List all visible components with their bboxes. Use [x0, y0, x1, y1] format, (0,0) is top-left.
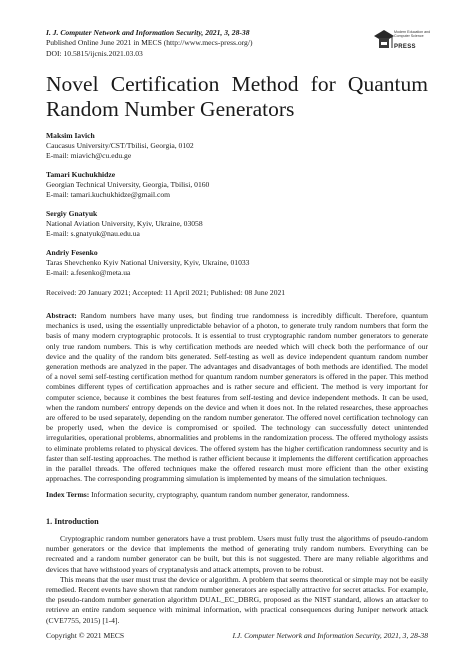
- index-terms-label: Index Terms:: [46, 490, 90, 499]
- author-name: Sergiy Gnatyuk: [46, 209, 98, 218]
- doi: DOI: 10.5815/ijcnis.2021.03.03: [46, 48, 143, 58]
- index-terms: [46, 490, 428, 500]
- journal-title: I. J. Computer Network and Information Security, 2021, 3, 28-38: [46, 28, 250, 37]
- section-heading: 1. Introduction: [46, 517, 99, 526]
- author-affiliation: National Aviation University, Kyiv, Ukraine, 03058: [46, 219, 203, 229]
- author-name: Maksim Iavich: [46, 131, 95, 140]
- paper-title: [46, 72, 428, 121]
- page-footer: [46, 631, 428, 640]
- author-affiliation: Caucasus University/CST/Tbilisi, Georgia, 0102: [46, 141, 194, 151]
- publisher-logo: [372, 24, 432, 64]
- title-word: Novel: [46, 72, 99, 96]
- author-affiliation: Georgian Technical University, Georgia, Tbilisi, 0160: [46, 180, 210, 190]
- author-affiliation: Taras Shevchenko Kyiv National University, Kyiv, Ukraine, 01033: [46, 258, 250, 268]
- author-block: [46, 248, 428, 279]
- introduction-body: [46, 534, 428, 626]
- paragraph: Cryptographic random number generators have a trust problem. Users must fully trust the algorithms of pseudo-random number generators or the device that implements the method of generating truly random numbers. Everything can be recreated and a random number generator can be built, but this is not suggested. There are many reliable algorithms and devices that have withstood years of cryptanalysis and attack attempts, proven to be robust.: [46, 534, 428, 574]
- logo-name: PRESS: [394, 44, 416, 50]
- author-block: [46, 209, 428, 240]
- title-word: Method: [231, 72, 299, 96]
- author-email: E-mail: a.fesenko@meta.ua: [46, 268, 131, 278]
- author-name: Andriy Fesenko: [46, 248, 98, 257]
- copyright: Copyright © 2021 MECS: [46, 631, 125, 640]
- author-name: Tamari Kuchukhidze: [46, 170, 116, 179]
- author-email: E-mail: s.gnatyuk@nau.edu.ua: [46, 229, 140, 239]
- logo-caption: Modern Education and Computer Science: [394, 30, 431, 39]
- title-word: Quantum: [347, 72, 428, 96]
- title-word: for: [310, 72, 336, 96]
- title-line-2: Random Number Generators: [46, 96, 295, 121]
- submission-dates: Received: 20 January 2021; Accepted: 11 April 2021; Published: 08 June 2021: [46, 288, 286, 297]
- paragraph: This means that the user must trust the device or algorithm. A problem that seems theoretical or simple may not be easily remedied. Recent events have shown that random number generators are especially attractive for secret attacks. For example, the pseudo-random number generation algorithm DUAL_EC_DBRG, proposed as the NIST standard, allows an attacker to retrieve an entire random sequence with minimal information, with practical consequences during Juniper network attack (CVE7755, 2015) [1-4].: [46, 574, 428, 625]
- abstract-text: Random numbers have many uses, but finding true randomness is incredibly difficult. Therefore, quantum mechanics is used, using the essentially unpredictable behavior of a photon, to generate truly random numbers that form the basis of many modern cryptographic protocols. It is essential to trust cryptographic random number generators to generate only true random numbers. This is why certification methods are needed which will check both the performance of our device and the quality of the random bits generated. Self-testing as well as device independent quantum random number generation methods are analyzed in the paper. The advantages and disadvantages of both methods are identified. The model of a novel semi self-testing certification method for quantum random number generators is offered in the paper. This method combines different types of certification approaches and is rather secure and efficient. The method is very important for computer science, because it combines the best features from self-testing and device independent methods. It can be used, when the random numbers' entropy depends on the device and when it does not. In the related researches, these approaches are offered to be used separately, depending on the random number generator. The offered novel certification technology can be properly used, when the device is compromised or spoiled. The technology can successfully detect unintended irregularities, operational problems, abnormalities and problems in the randomization process. The offered mythology assists to eliminate problems related to physical devices. The offered system has the higher certification randomness security and is faster than self-testing approaches. The method is rather efficient because it implements the different certification approaches in the parallel threads. The offered techniques make the offered research must more efficient than the other existing approaches. The corresponding programming simulation is implemented by means of the simulation techniques.: [46, 311, 428, 484]
- index-terms-text: Information security, cryptography, quantum random number generator, randomness.: [89, 490, 350, 499]
- mortarboard-icon: [372, 24, 396, 54]
- author-block: [46, 131, 428, 162]
- journal-header: [46, 28, 346, 59]
- author-block: [46, 170, 428, 201]
- published-online: Published Online June 2021 in MECS (http://www.mecs-press.org/): [46, 38, 253, 48]
- title-line-1: [46, 72, 428, 97]
- author-email: E-mail: miavich@cu.edu.ge: [46, 151, 132, 161]
- footer-citation: I.J. Computer Network and Information Security, 2021, 3, 28-38: [232, 631, 428, 640]
- abstract-label: Abstract:: [46, 311, 77, 320]
- author-email: E-mail: tamari.kuchukhidze@gmail.com: [46, 190, 171, 200]
- abstract: [46, 311, 428, 484]
- title-word: Certification: [110, 72, 220, 96]
